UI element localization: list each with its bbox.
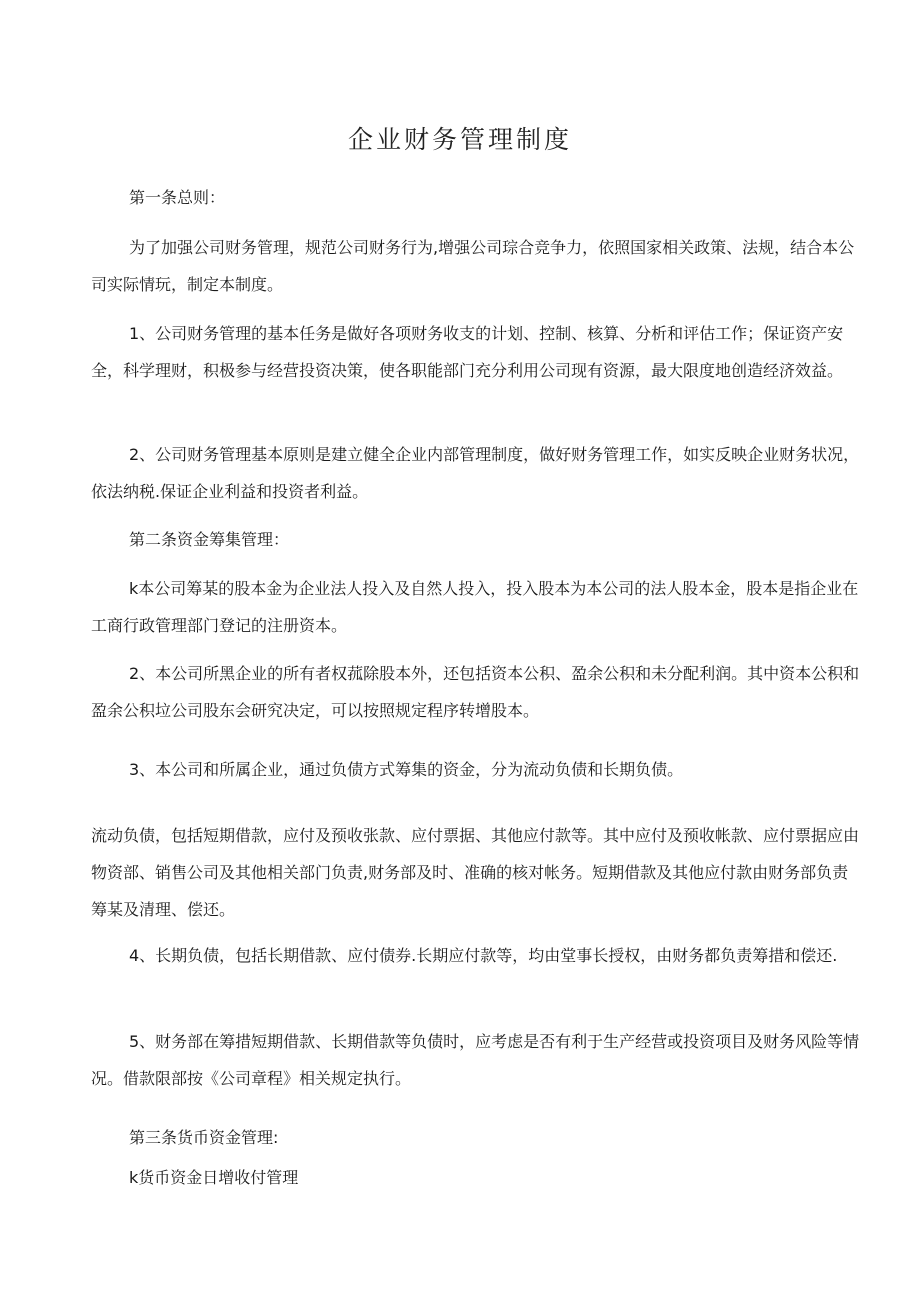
paragraph-current-liabilities: 流动负债，包括短期借款，应付及预收张款、应付票据、其他应付款等。其中应付及预收帐款、应付票据应由物资部、销售公司及其他相关部门负责,财务部及时、准确的核对帐务。短期借款及其他应付款由财务部负责筹某及清理、偿还。	[91, 826, 860, 919]
paragraph-long-term-liabilities: 4、长期负债，包括长期借款、应付债券.长期应付款等，均由堂事长授权，由财务都负责筹措和偿还.	[129, 946, 838, 965]
paragraph-owner-equity: 2、本公司所黑企业的所有者权菰除股本外，还包括资本公积、盈余公积和未分配利润。其中资本公积和盈余公积垃公司股东会研究决定，可以按照规定程序转增股本。	[91, 664, 860, 720]
paragraph-basic-tasks: 1、公司财务管理的基本任务是做好各项财务收支的计划、控制、核算、分析和评估工作；保证资产安全，科学理财，积极参与经营投资决策，使各职能部门充分利用公司现有资源，最大限度地创造经济效益。	[91, 324, 844, 380]
paragraph-basic-principles: 2、公司财务管理基本原则是建立健全企业内部管理制度，做好财务管理工作，如实反映企业财务状况，依法纳税.保证企业利益和投资者利益。	[91, 445, 860, 501]
paragraph-daily-receipts: k货币资金日增收付管理	[129, 1168, 299, 1187]
section-heading-fundraising: 第二条资金筹集管理：	[129, 530, 290, 549]
paragraph-purpose: 为了加强公司财务管理，规范公司财务行为,增强公司琮合竞争力，依照国家相关政策、法规，结合本公司实际情玩，制定本制度。	[91, 238, 855, 294]
document-title: 企业财务管理制度	[347, 125, 572, 154]
paragraph-debt-financing: 3、本公司和所属企业，通过负债方式筹集的资金，分为流动负债和长期负债。	[129, 760, 684, 779]
paragraph-share-capital: k本公司筹某的股本金为企业法人投入及自然人投入，投入股本为本公司的法人股本金，股本是指企业在工商行政管理部门登记的注册资本。	[91, 579, 859, 635]
paragraph-borrowing-considerations: 5、财务部在筹措短期借款、长期借款等负债时，应考虑是否有利于生产经营或投资项目及财务风险等情况。借款限部按《公司章程》相关规定执行。	[91, 1032, 860, 1088]
section-heading-general: 第一条总则：	[129, 188, 226, 207]
section-heading-monetary-funds: 第三条货币资金管理:	[129, 1128, 279, 1147]
